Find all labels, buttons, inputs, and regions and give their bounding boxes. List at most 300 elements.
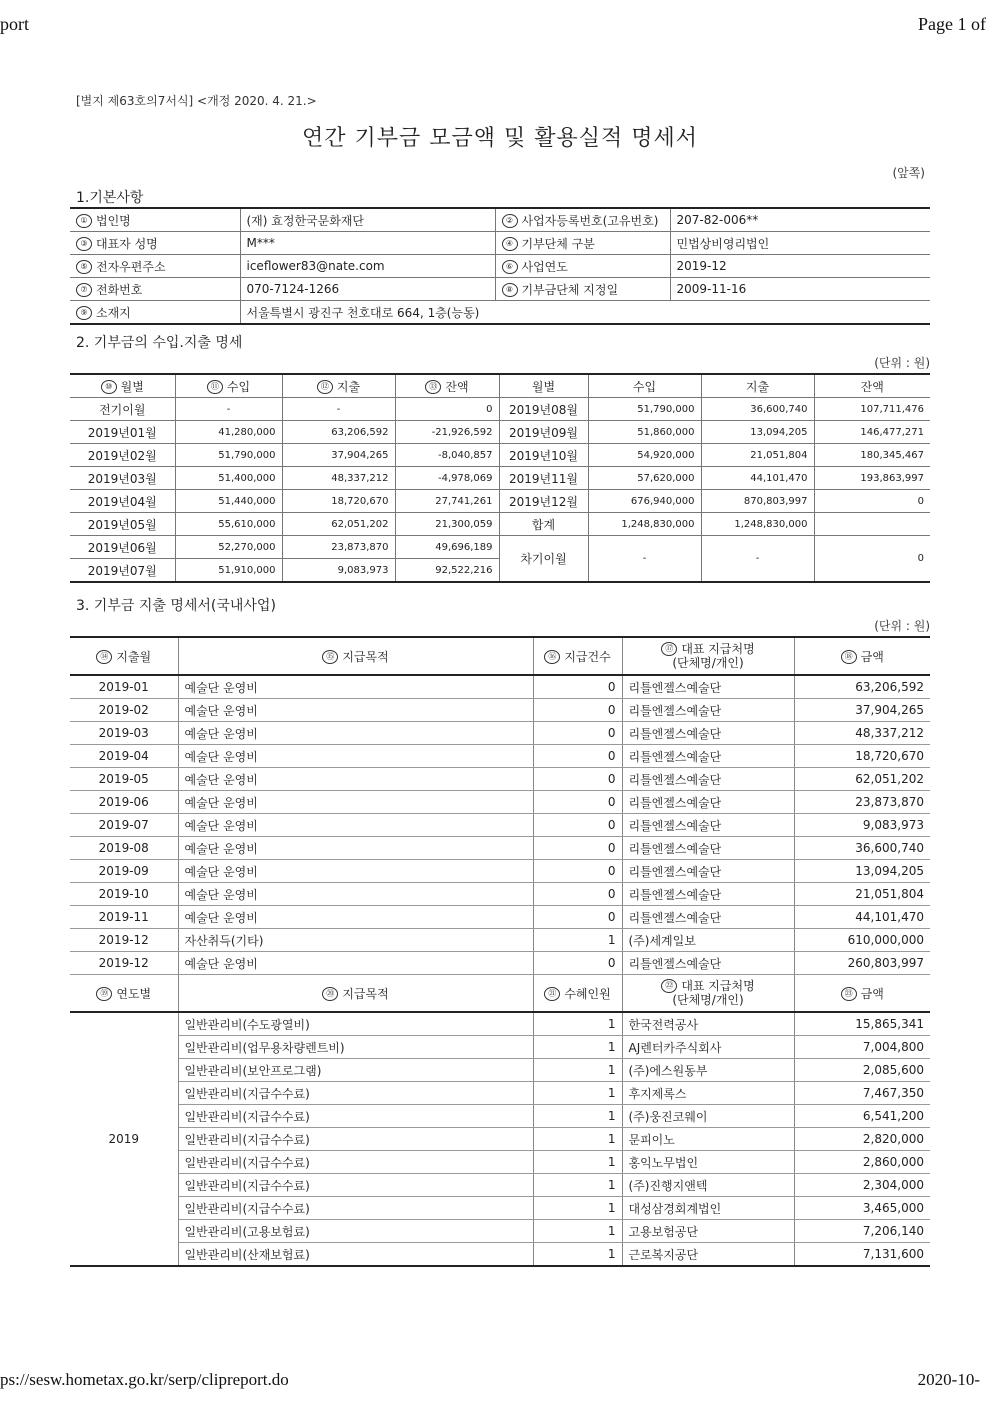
month-cell: 2019-01 — [70, 675, 178, 699]
count-cell: 1 — [533, 1243, 622, 1267]
count-cell: 0 — [533, 883, 622, 906]
purpose-cell: 일반관리비(지급수수료) — [178, 1174, 533, 1197]
month-cell: 2019년01월 — [70, 421, 175, 444]
expenditure-row — [70, 675, 930, 699]
income-cell: 676,940,000 — [588, 490, 701, 513]
col-payee — [622, 637, 794, 675]
address-row — [70, 301, 930, 325]
payee-cell: 홍익노무법인 — [622, 1151, 794, 1174]
balance-cell: -8,040,857 — [395, 444, 499, 467]
col-income-2: 수입 — [588, 374, 701, 398]
amount-cell: 7,206,140 — [794, 1220, 930, 1243]
expenditure-row — [70, 745, 930, 768]
header-label: 지출 — [336, 379, 361, 394]
payee-cell: 리틀엔젤스예술단 — [622, 699, 794, 722]
income-cell: - — [175, 398, 282, 421]
field-label — [70, 278, 240, 301]
expense-cell: 44,101,470 — [701, 467, 814, 490]
balance-cell: 0 — [814, 490, 930, 513]
purpose-cell: 예술단 운영비 — [178, 883, 533, 906]
col-a — [70, 637, 178, 675]
col-expense-2: 지출 — [701, 374, 814, 398]
yearly-expenditure-row — [70, 1036, 930, 1059]
income-cell: 52,270,000 — [175, 536, 282, 559]
col-c — [533, 975, 622, 1013]
purpose-cell: 일반관리비(지급수수료) — [178, 1082, 533, 1105]
count-cell: 1 — [533, 1151, 622, 1174]
header-label: 법인명 — [96, 213, 131, 228]
balance-cell: 49,696,189 — [395, 536, 499, 559]
amount-cell: 7,004,800 — [794, 1036, 930, 1059]
circled-number: ㉑ — [544, 987, 560, 1001]
payee-cell: 리틀엔젤스예술단 — [622, 675, 794, 699]
header-sublabel: (단체명/개인) — [672, 656, 744, 671]
expense-cell: 13,094,205 — [701, 421, 814, 444]
amount-cell: 18,720,670 — [794, 745, 930, 768]
expenditure-row — [70, 722, 930, 745]
month-cell: 2019-06 — [70, 791, 178, 814]
income-cell: 57,620,000 — [588, 467, 701, 490]
purpose-cell: 일반관리비(보안프로그램) — [178, 1059, 533, 1082]
month-cell: 2019년08월 — [499, 398, 588, 421]
month-cell: 2019년11월 — [499, 467, 588, 490]
circled-number: ① — [76, 214, 92, 228]
amount-cell: 610,000,000 — [794, 929, 930, 952]
expense-cell: 21,051,804 — [701, 444, 814, 467]
income-expense-row — [70, 444, 930, 467]
purpose-cell: 일반관리비(지급수수료) — [178, 1105, 533, 1128]
header-label: 금액 — [860, 649, 884, 664]
header-label: 금액 — [860, 986, 884, 1001]
count-cell: 1 — [533, 1197, 622, 1220]
field-label — [495, 278, 670, 301]
yearly-expenditure-row — [70, 1220, 930, 1243]
header-label: 월별 — [120, 379, 144, 394]
count-cell: 0 — [533, 837, 622, 860]
count-cell: 0 — [533, 906, 622, 929]
month-cell: 2019-12 — [70, 952, 178, 975]
month-cell: 2019년12월 — [499, 490, 588, 513]
count-cell: 0 — [533, 814, 622, 837]
print-header-page-number: Page 1 of — [918, 14, 986, 34]
balance-cell: -4,978,069 — [395, 467, 499, 490]
section3-title: 3. 기부금 지출 명세서(국내사업) — [76, 598, 276, 614]
field-label — [70, 208, 240, 232]
header-label: 대표 지급처명 — [681, 978, 755, 993]
field-label — [70, 232, 240, 255]
circled-number: ⑯ — [544, 650, 560, 664]
field-label — [70, 255, 240, 278]
expenditure-row — [70, 791, 930, 814]
header-label: 지급목적 — [342, 649, 389, 664]
header-label: 지출월 — [116, 649, 152, 664]
purpose-cell: 예술단 운영비 — [178, 675, 533, 699]
payee-cell: 리틀엔젤스예술단 — [622, 906, 794, 929]
print-header-left: port — [0, 14, 29, 34]
month-cell: 2019-09 — [70, 860, 178, 883]
expense-cell: 62,051,202 — [282, 513, 395, 536]
amount-cell: 2,085,600 — [794, 1059, 930, 1082]
expense-cell: 37,904,265 — [282, 444, 395, 467]
count-cell: 0 — [533, 768, 622, 791]
purpose-cell: 일반관리비(업무용차량렌트비) — [178, 1036, 533, 1059]
expense-cell: 1,248,830,000 — [701, 513, 814, 536]
year-cell: 2019 — [70, 1012, 178, 1266]
count-cell: 1 — [533, 1082, 622, 1105]
purpose-cell: 자산취득(기타) — [178, 929, 533, 952]
circled-number: ⑪ — [207, 380, 223, 394]
count-cell: 0 — [533, 791, 622, 814]
amount-cell: 44,101,470 — [794, 906, 930, 929]
field-value: 2009-11-16 — [670, 278, 930, 301]
count-cell: 1 — [533, 1220, 622, 1243]
circled-number: ⑤ — [76, 260, 92, 274]
yearly-expenditure-row — [70, 1059, 930, 1082]
circled-number: ⑭ — [96, 650, 112, 664]
month-cell: 2019년05월 — [70, 513, 175, 536]
payee-cell: 리틀엔젤스예술단 — [622, 791, 794, 814]
purpose-cell: 일반관리비(산재보험료) — [178, 1243, 533, 1267]
yearly-expenditure-row — [70, 1197, 930, 1220]
purpose-cell: 예술단 운영비 — [178, 952, 533, 975]
col-month — [70, 374, 175, 398]
circled-number: ⑩ — [101, 380, 117, 394]
income-expense-row — [70, 490, 930, 513]
expense-cell: 36,600,740 — [701, 398, 814, 421]
payee-cell: 리틀엔젤스예술단 — [622, 814, 794, 837]
circled-number: ⑫ — [317, 380, 333, 394]
circled-number: ㉓ — [841, 987, 857, 1001]
amount-cell: 2,304,000 — [794, 1174, 930, 1197]
count-cell: 1 — [533, 1036, 622, 1059]
header-label: 지급목적 — [342, 986, 389, 1001]
col-amount — [794, 637, 930, 675]
header-label: 지급건수 — [564, 649, 611, 664]
col-c — [533, 637, 622, 675]
yearly-expenditure-row — [70, 1082, 930, 1105]
yearly-expenditure-row — [70, 1243, 930, 1267]
month-cell: 전기이월 — [70, 398, 175, 421]
field-value: 2019-12 — [670, 255, 930, 278]
month-cell: 2019년09월 — [499, 421, 588, 444]
amount-cell: 13,094,205 — [794, 860, 930, 883]
balance-cell: 180,345,467 — [814, 444, 930, 467]
basic-info-row — [70, 278, 930, 301]
header-label: 사업자등록번호(고유번호) — [521, 213, 659, 228]
count-cell: 1 — [533, 929, 622, 952]
col-b — [178, 975, 533, 1013]
payee-cell: 대성삼경회계법인 — [622, 1197, 794, 1220]
month-cell: 2019년02월 — [70, 444, 175, 467]
header-label: 수입 — [226, 379, 251, 394]
purpose-cell: 예술단 운영비 — [178, 837, 533, 860]
circled-number: ⑬ — [425, 380, 441, 394]
income-cell: 1,248,830,000 — [588, 513, 701, 536]
col-balance — [395, 374, 499, 398]
header-label: 대표 지급처명 — [681, 641, 755, 656]
amount-cell: 48,337,212 — [794, 722, 930, 745]
basic-info-row — [70, 232, 930, 255]
field-value: 민법상비영리법인 — [670, 232, 930, 255]
field-label — [495, 208, 670, 232]
circled-number: ⑮ — [322, 650, 338, 664]
month-cell: 2019-07 — [70, 814, 178, 837]
address-label — [70, 301, 240, 325]
month-cell: 2019년10월 — [499, 444, 588, 467]
header-label: 잔액 — [445, 379, 469, 394]
circled-number: ㉒ — [661, 979, 677, 993]
form-note: [별지 제63호의7서식] <개정 2020. 4. 21.> — [76, 94, 317, 108]
amount-cell: 23,873,870 — [794, 791, 930, 814]
expense-cell: - — [282, 398, 395, 421]
unit-label-section2: (단위 : 원) — [874, 356, 930, 370]
count-cell: 1 — [533, 1128, 622, 1151]
balance-cell: 0 — [395, 398, 499, 421]
circled-number: ⑲ — [96, 987, 112, 1001]
month-cell: 2019년07월 — [70, 559, 175, 583]
balance-cell: 92,522,216 — [395, 559, 499, 583]
amount-cell: 63,206,592 — [794, 675, 930, 699]
payee-cell: 리틀엔젤스예술단 — [622, 883, 794, 906]
circled-number: ⑧ — [502, 283, 518, 297]
print-footer-url: ps://sesw.hometax.go.kr/serp/clipreport.do — [0, 1370, 289, 1389]
header-label: 연도별 — [116, 986, 152, 1001]
document-title: 연간 기부금 모금액 및 활용실적 명세서 — [302, 126, 698, 151]
expenditure-row — [70, 929, 930, 952]
basic-info-row — [70, 255, 930, 278]
amount-cell: 7,131,600 — [794, 1243, 930, 1267]
month-cell: 2019-03 — [70, 722, 178, 745]
purpose-cell: 예술단 운영비 — [178, 791, 533, 814]
payee-cell: 후지제록스 — [622, 1082, 794, 1105]
count-cell: 0 — [533, 745, 622, 768]
count-cell: 0 — [533, 675, 622, 699]
payee-cell: 리틀엔젤스예술단 — [622, 768, 794, 791]
yearly-expenditure-row — [70, 1105, 930, 1128]
amount-cell: 260,803,997 — [794, 952, 930, 975]
income-expense-row — [70, 467, 930, 490]
amount-cell: 62,051,202 — [794, 768, 930, 791]
section2-title: 2. 기부금의 수입.지출 명세 — [76, 335, 243, 351]
payee-cell: 리틀엔젤스예술단 — [622, 860, 794, 883]
month-cell: 2019-12 — [70, 929, 178, 952]
amount-cell: 36,600,740 — [794, 837, 930, 860]
income-expense-row — [70, 513, 930, 536]
income-expense-row — [70, 536, 930, 559]
circled-number: ② — [502, 214, 518, 228]
col-balance-2: 잔액 — [814, 374, 930, 398]
purpose-cell: 예술단 운영비 — [178, 860, 533, 883]
circled-number: ⑱ — [841, 650, 857, 664]
field-value: M*** — [240, 232, 495, 255]
expense-cell: 870,803,997 — [701, 490, 814, 513]
col-a — [70, 975, 178, 1013]
expenditure-row — [70, 768, 930, 791]
header-label: 소재지 — [96, 305, 131, 320]
expenditure-table — [70, 636, 930, 1267]
purpose-cell: 일반관리비(지급수수료) — [178, 1128, 533, 1151]
header-label: 사업연도 — [521, 259, 568, 274]
month-cell: 2019-04 — [70, 745, 178, 768]
payee-cell: 한국전력공사 — [622, 1012, 794, 1036]
carry-label: 차기이월 — [499, 536, 588, 583]
income-cell: 55,610,000 — [175, 513, 282, 536]
payee-cell: 리틀엔젤스예술단 — [622, 745, 794, 768]
header-sublabel: (단체명/개인) — [672, 993, 744, 1008]
circled-number: ⑦ — [76, 283, 92, 297]
purpose-cell: 일반관리비(지급수수료) — [178, 1151, 533, 1174]
circled-number: ③ — [76, 237, 92, 251]
count-cell: 1 — [533, 1012, 622, 1036]
print-footer-date: 2020-10- — [917, 1370, 980, 1389]
count-cell: 0 — [533, 699, 622, 722]
month-cell: 2019년04월 — [70, 490, 175, 513]
yearly-expenditure-header — [70, 975, 930, 1013]
income-expense-row — [70, 421, 930, 444]
purpose-cell: 예술단 운영비 — [178, 722, 533, 745]
payee-cell: 문피이노 — [622, 1128, 794, 1151]
count-cell: 0 — [533, 952, 622, 975]
purpose-cell: 예술단 운영비 — [178, 699, 533, 722]
count-cell: 1 — [533, 1174, 622, 1197]
expenditure-row — [70, 837, 930, 860]
month-cell: 2019-08 — [70, 837, 178, 860]
count-cell: 1 — [533, 1105, 622, 1128]
amount-cell: 9,083,973 — [794, 814, 930, 837]
balance-cell: 193,863,997 — [814, 467, 930, 490]
yearly-expenditure-row — [70, 1151, 930, 1174]
count-cell: 0 — [533, 722, 622, 745]
header-label: 기부금단체 지정일 — [521, 282, 619, 297]
purpose-cell: 예술단 운영비 — [178, 906, 533, 929]
expense-cell: 48,337,212 — [282, 467, 395, 490]
purpose-cell: 예술단 운영비 — [178, 814, 533, 837]
amount-cell: 2,820,000 — [794, 1128, 930, 1151]
purpose-cell: 예술단 운영비 — [178, 768, 533, 791]
expense-cell: 63,206,592 — [282, 421, 395, 444]
expense-cell: 23,873,870 — [282, 536, 395, 559]
balance-cell: 107,711,476 — [814, 398, 930, 421]
payee-cell: 리틀엔젤스예술단 — [622, 952, 794, 975]
basic-info-table — [70, 207, 930, 325]
circled-number: ⑨ — [76, 306, 92, 320]
income-expense-header — [70, 374, 930, 398]
field-label — [495, 255, 670, 278]
carry-income: - — [588, 536, 701, 583]
balance-cell — [814, 513, 930, 536]
income-expense-table — [70, 373, 930, 583]
expenditure-row — [70, 814, 930, 837]
payee-cell: 리틀엔젤스예술단 — [622, 837, 794, 860]
col-b — [178, 637, 533, 675]
field-value: 207-82-006** — [670, 208, 930, 232]
col-expense — [282, 374, 395, 398]
section1-title: 1.기본사항 — [76, 190, 144, 206]
payee-cell: (주)세계일보 — [622, 929, 794, 952]
expenditure-row — [70, 699, 930, 722]
basic-info-row — [70, 208, 930, 232]
income-cell: 51,400,000 — [175, 467, 282, 490]
expenditure-row — [70, 906, 930, 929]
count-cell: 0 — [533, 860, 622, 883]
col-month-2: 월별 — [499, 374, 588, 398]
month-cell: 합계 — [499, 513, 588, 536]
circled-number: ⑥ — [502, 260, 518, 274]
income-cell: 54,920,000 — [588, 444, 701, 467]
expenditure-header — [70, 637, 930, 675]
circled-number: ④ — [502, 237, 518, 251]
payee-cell: (주)진행지앤텍 — [622, 1174, 794, 1197]
balance-cell: 21,300,059 — [395, 513, 499, 536]
income-cell: 51,860,000 — [588, 421, 701, 444]
expense-cell: 9,083,973 — [282, 559, 395, 583]
payee-cell: 고용보험공단 — [622, 1220, 794, 1243]
circled-number: ⑰ — [661, 642, 677, 656]
payee-cell: (주)에스원동부 — [622, 1059, 794, 1082]
yearly-expenditure-row — [70, 1012, 930, 1036]
count-cell: 1 — [533, 1059, 622, 1082]
income-cell: 41,280,000 — [175, 421, 282, 444]
purpose-cell: 예술단 운영비 — [178, 745, 533, 768]
month-cell: 2019-11 — [70, 906, 178, 929]
header-label: 전자우편주소 — [96, 259, 166, 274]
purpose-cell: 일반관리비(고용보험료) — [178, 1220, 533, 1243]
header-label: 대표자 성명 — [96, 236, 158, 251]
payee-cell: (주)웅진코웨이 — [622, 1105, 794, 1128]
payee-cell: 근로복지공단 — [622, 1243, 794, 1267]
col-amount — [794, 975, 930, 1013]
month-cell: 2019-05 — [70, 768, 178, 791]
expense-cell: 18,720,670 — [282, 490, 395, 513]
address-value: 서울특별시 광진구 천호대로 664, 1층(능동) — [240, 301, 930, 325]
payee-cell: AJ렌터카주식회사 — [622, 1036, 794, 1059]
field-value: iceflower83@nate.com — [240, 255, 495, 278]
expenditure-row — [70, 883, 930, 906]
expenditure-row — [70, 952, 930, 975]
yearly-expenditure-row — [70, 1128, 930, 1151]
expenditure-row — [70, 860, 930, 883]
header-label: 기부단체 구분 — [521, 236, 595, 251]
income-expense-row — [70, 398, 930, 421]
carry-balance: 0 — [814, 536, 930, 583]
balance-cell: 27,741,261 — [395, 490, 499, 513]
amount-cell: 3,465,000 — [794, 1197, 930, 1220]
amount-cell: 6,541,200 — [794, 1105, 930, 1128]
amount-cell: 21,051,804 — [794, 883, 930, 906]
amount-cell: 7,467,350 — [794, 1082, 930, 1105]
month-cell: 2019년03월 — [70, 467, 175, 490]
field-label — [495, 232, 670, 255]
header-label: 수혜인원 — [564, 986, 611, 1001]
purpose-cell: 일반관리비(지급수수료) — [178, 1197, 533, 1220]
income-cell: 51,440,000 — [175, 490, 282, 513]
col-payee — [622, 975, 794, 1013]
field-value: 070-7124-1266 — [240, 278, 495, 301]
circled-number: ⑳ — [322, 987, 338, 1001]
field-value: (재) 효정한국문화재단 — [240, 208, 495, 232]
header-label: 전화번호 — [96, 282, 143, 297]
balance-cell: 146,477,271 — [814, 421, 930, 444]
carry-expense: - — [701, 536, 814, 583]
payee-cell: 리틀엔젤스예술단 — [622, 722, 794, 745]
side-label: (앞쪽) — [892, 166, 925, 180]
month-cell: 2019-02 — [70, 699, 178, 722]
amount-cell: 37,904,265 — [794, 699, 930, 722]
purpose-cell: 일반관리비(수도광열비) — [178, 1012, 533, 1036]
income-cell: 51,910,000 — [175, 559, 282, 583]
amount-cell: 15,865,341 — [794, 1012, 930, 1036]
month-cell: 2019-10 — [70, 883, 178, 906]
